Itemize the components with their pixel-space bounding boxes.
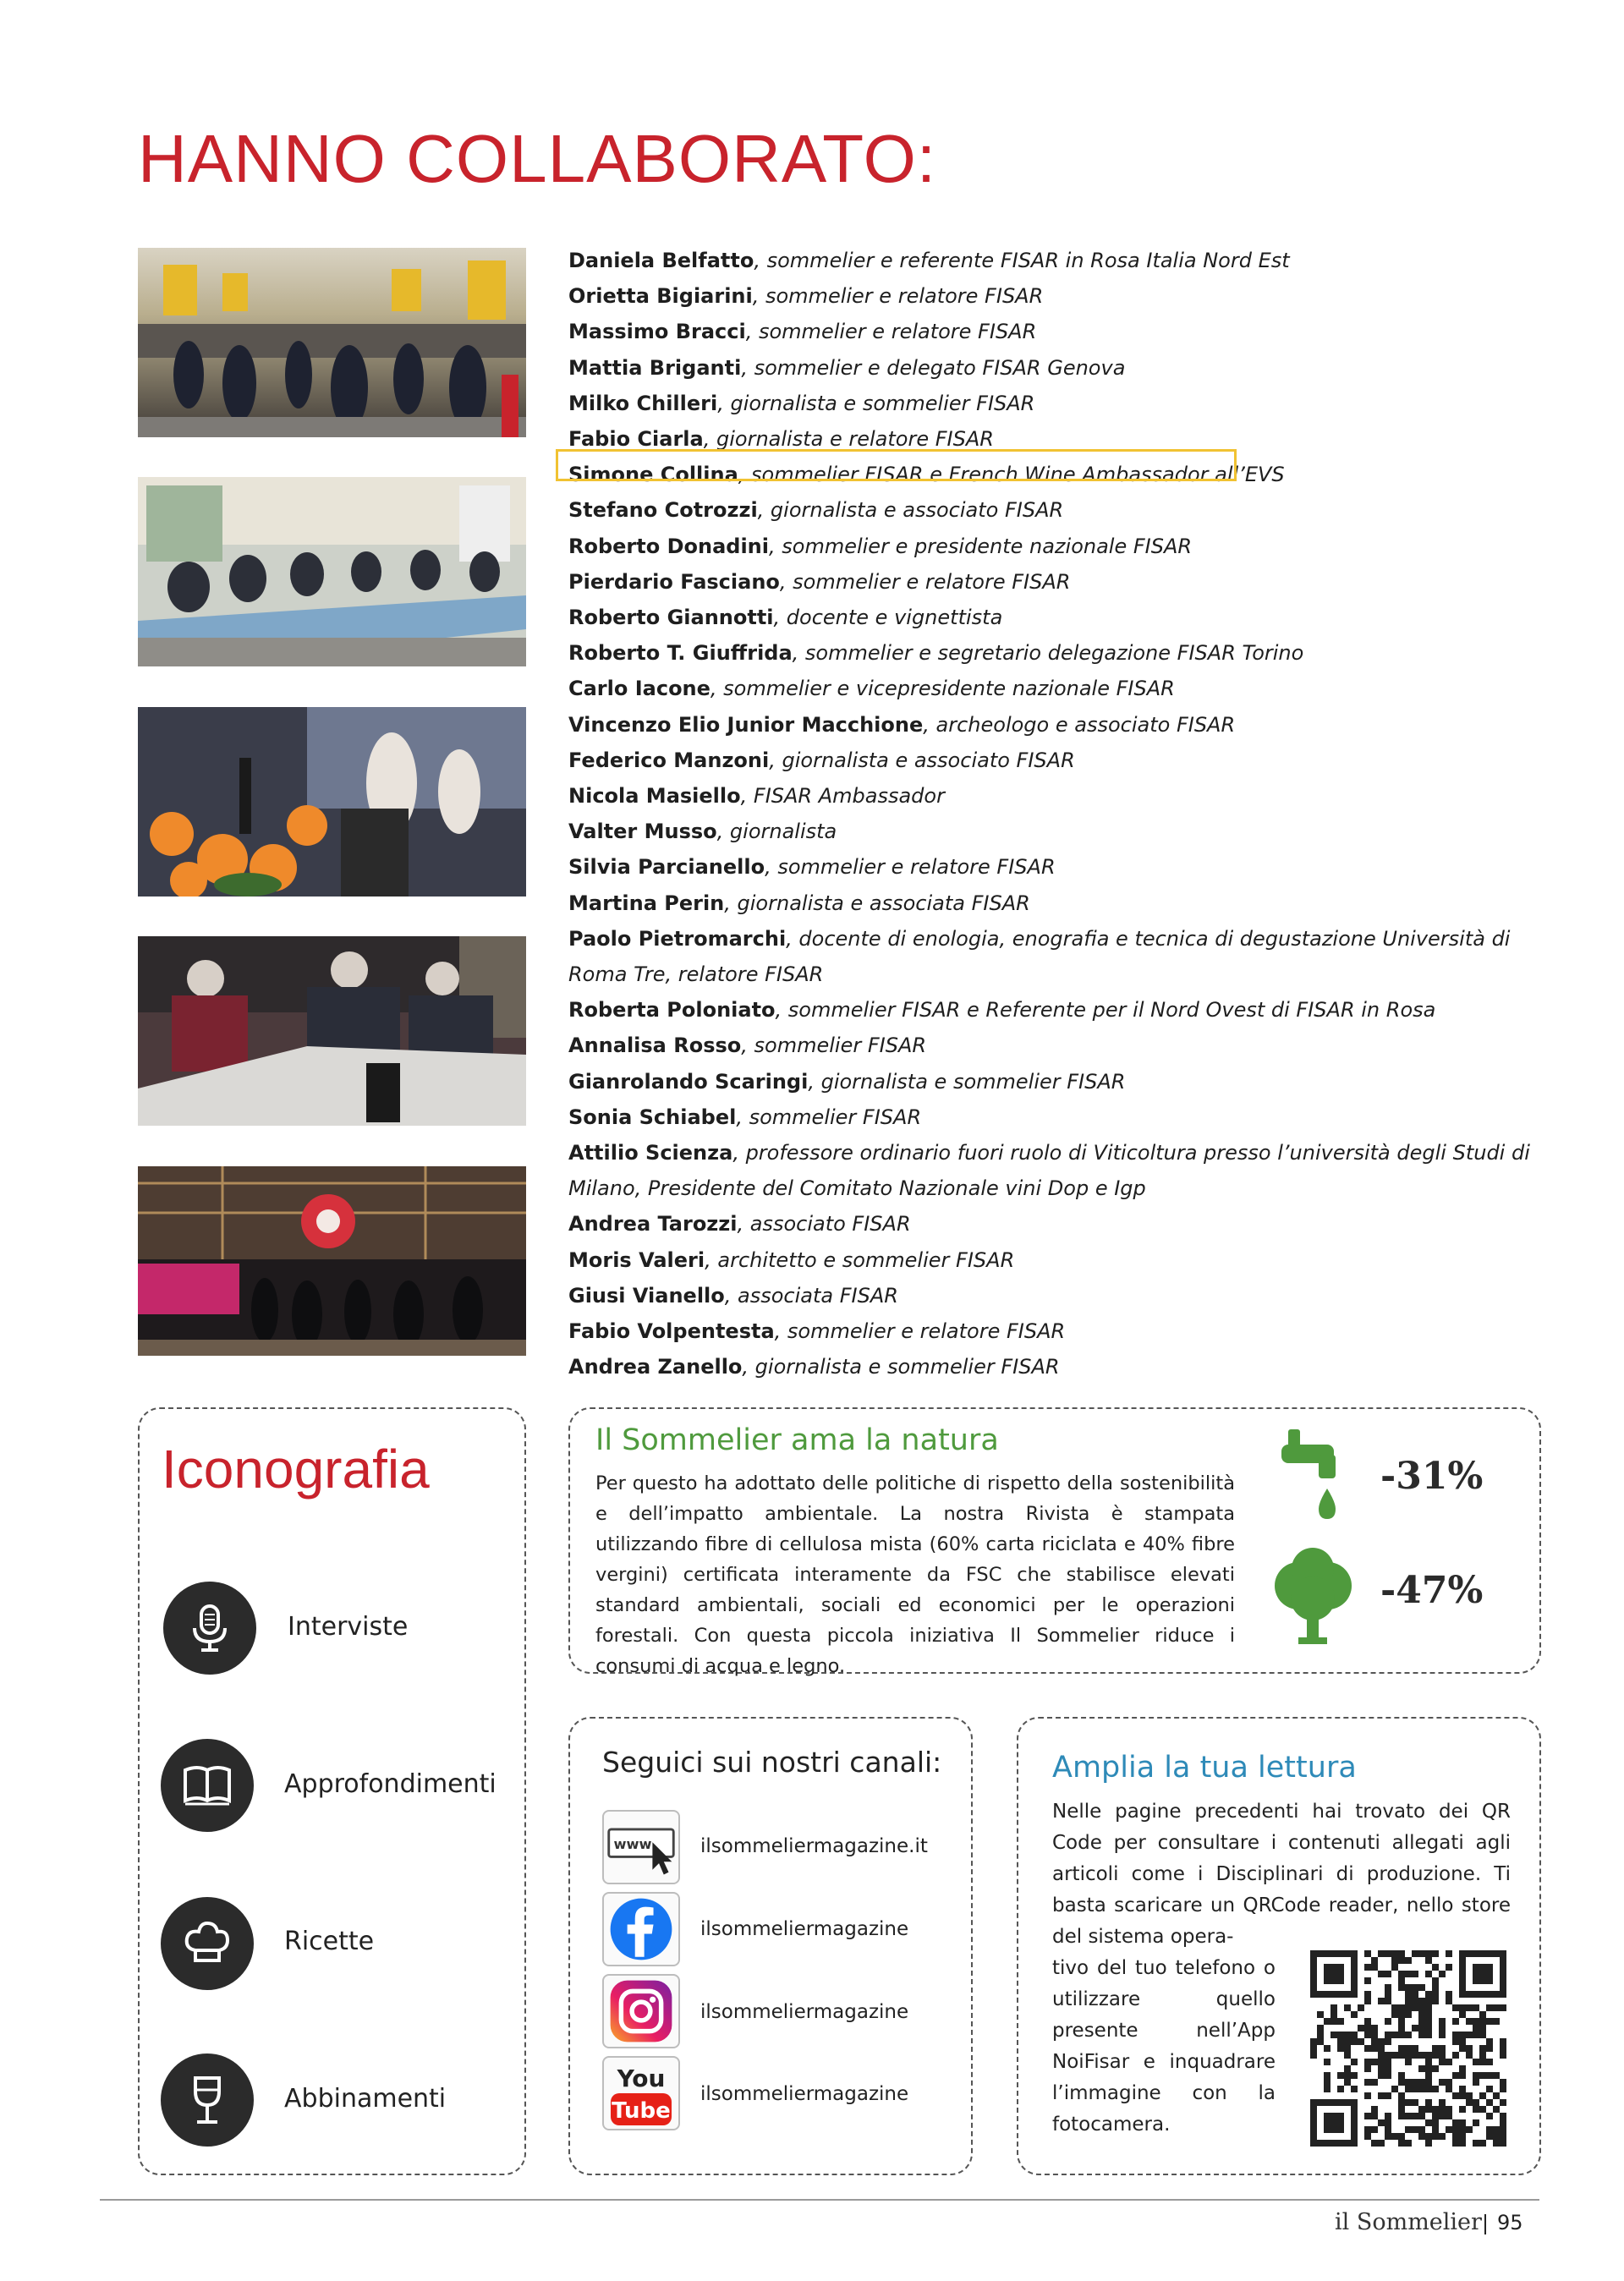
web-icon[interactable] [602, 1810, 680, 1884]
list-item: Mattia Briganti, sommelier e delegato FISAR Genova [568, 355, 1126, 380]
list-item-highlighted: Simone Collina, sommelier FISAR e French Wine Ambassador all’EVS [568, 463, 1285, 487]
iconografia-label: Interviste [288, 1612, 409, 1642]
youtube-link[interactable]: ilsommeliermagazine [700, 2083, 909, 2105]
natura-title: Il Sommelier ama la natura [595, 1423, 999, 1457]
amplia-text-top: Nelle pagine precedenti hai trovato dei QR Code per consultare i contenuti allegati agli articoli come i Disciplinari di produzione. Ti basta scaricare un QRCode reader, nello store del sistema opera- [1052, 1801, 1511, 1948]
list-item: Federico Manzoni, giornalista e associato FISAR [568, 748, 1075, 772]
instagram-link[interactable]: ilsommeliermagazine [700, 2001, 909, 2023]
list-item: Attilio Scienza, professore ordinario fuori ruolo di Viticoltura presso l’università degli Studi di Milano, Presidente del Comitato Nazionale vini Dop e Igp [568, 1141, 1530, 1201]
list-item: Martina Perin, giornalista e associata FISAR [568, 891, 1030, 915]
photo-exhibition-hall [138, 248, 526, 437]
photo-tasting-table [138, 936, 526, 1126]
iconografia-label: Approfondimenti [284, 1769, 497, 1799]
footer-magazine-name: il Sommelier [1335, 2209, 1482, 2235]
amplia-title: Amplia la tua lettura [1052, 1751, 1357, 1785]
list-item: Orietta Bigiarini, sommelier e relatore FISAR [568, 284, 1044, 309]
list-item: Annalisa Rosso, sommelier FISAR [568, 1034, 927, 1058]
list-item: Stefano Cotrozzi, giornalista e associato FISAR [568, 498, 1064, 523]
list-item: Milko Chilleri, giornalista e sommelier FISAR [568, 391, 1035, 415]
photo-event-venue [138, 1166, 526, 1356]
iconografia-label: Abbinamenti [284, 2084, 447, 2114]
list-item: Vincenzo Elio Junior Macchione, archeologo e associato FISAR [568, 712, 1236, 737]
tree-icon [1273, 1548, 1353, 1645]
photo-flowers-wine [138, 707, 526, 896]
youtube-icon[interactable] [602, 2056, 680, 2130]
list-item: Gianrolando Scaringi, giornalista e sommelier FISAR [568, 1069, 1126, 1094]
wood-reduction-stat: -47% [1380, 1569, 1484, 1612]
list-item: Roberta Poloniato, sommelier FISAR e Referente per il Nord Ovest di FISAR in Rosa [568, 998, 1436, 1023]
svg-text:Tube: Tube [612, 2098, 671, 2124]
list-item: Andrea Tarozzi, associato FISAR [568, 1212, 911, 1236]
wine-glass-icon [161, 2053, 254, 2147]
facebook-icon[interactable] [602, 1892, 680, 1966]
social-title: Seguici sui nostri canali: [602, 1746, 942, 1779]
footer-separator [1484, 2214, 1486, 2234]
facebook-link[interactable]: ilsommeliermagazine [700, 1918, 909, 1940]
footer-divider [100, 2199, 1539, 2201]
qr-code-icon[interactable] [1310, 1950, 1506, 2147]
iconografia-title: Iconografia [162, 1439, 430, 1500]
water-tap-icon [1281, 1429, 1341, 1527]
list-item: Moris Valeri, architetto e sommelier FISAR [568, 1247, 1015, 1272]
list-item: Pierdario Fasciano, sommelier e relatore FISAR [568, 569, 1071, 594]
page-title: HANNO COLLABORATO: [138, 121, 937, 196]
list-item: Massimo Bracci, sommelier e relatore FISAR [568, 320, 1037, 344]
list-item: Andrea Zanello, giornalista e sommelier FISAR [568, 1355, 1060, 1379]
list-item: Daniela Belfatto, sommelier e referente FISAR in Rosa Italia Nord Est [568, 249, 1290, 272]
svg-text:You: You [617, 2064, 666, 2092]
chef-hat-icon [161, 1897, 254, 1990]
list-item: Sonia Schiabel, sommelier FISAR [568, 1105, 922, 1129]
list-item: Roberto Donadini, sommelier e presidente nazionale FISAR [568, 534, 1193, 558]
list-item: Giusi Vianello, associata FISAR [568, 1283, 898, 1308]
list-item: Roberto T. Giuffrida, sommelier e segretario delegazione FISAR Torino [568, 641, 1304, 666]
page-number: 95 [1497, 2211, 1523, 2234]
list-item: Nicola Masiello, FISAR Ambassador [568, 784, 945, 809]
list-item: Silvia Parcianello, sommelier e relatore FISAR [568, 855, 1056, 880]
open-book-icon [161, 1739, 254, 1832]
amplia-text-side: tivo del tuo telefono o utilizzare quello presente nell’App NoiFisar e inquadrare l’immagine con la fotocamera. [1052, 1957, 1276, 2136]
svg-text:www: www [613, 1835, 652, 1852]
website-link[interactable]: ilsommeliermagazine.it [700, 1835, 928, 1857]
list-item: Paolo Pietromarchi, docente di enologia, enografia e tecnica di degustazione Università di Roma Tre, relatore FISAR [568, 926, 1511, 987]
highlight-box [556, 449, 1237, 481]
microphone-icon [163, 1582, 256, 1675]
list-item: Fabio Volpentesta, sommelier e relatore FISAR [568, 1319, 1066, 1344]
water-reduction-stat: -31% [1380, 1455, 1484, 1498]
collaborators-list [568, 243, 1541, 1385]
photo-tasting-room [138, 477, 526, 666]
list-item: Fabio Ciarla, giornalista e relatore FISAR [568, 427, 994, 452]
instagram-icon[interactable] [602, 1974, 680, 2048]
list-item: Roberto Giannotti, docente e vignettista [568, 606, 1003, 630]
iconografia-label: Ricette [284, 1927, 375, 1956]
list-item: Valter Musso, giornalista [568, 820, 837, 844]
list-item: Carlo Iacone, sommelier e vicepresidente nazionale FISAR [568, 677, 1175, 701]
natura-text: Per questo ha adottato delle politiche di rispetto della sostenibilità e dell’impatto ambientale. La nostra Rivista è stampata utilizzando fibre di cellulosa mista (60% carta riciclata e 40% fibre vergini) certificata interamente da FSC che stabilisce elevati standard ambientali, sociali ed economici per le operazioni forestali. Con questa piccola iniziativa Il Sommelier riduce i consumi di acqua e legno. [595, 1472, 1235, 1677]
